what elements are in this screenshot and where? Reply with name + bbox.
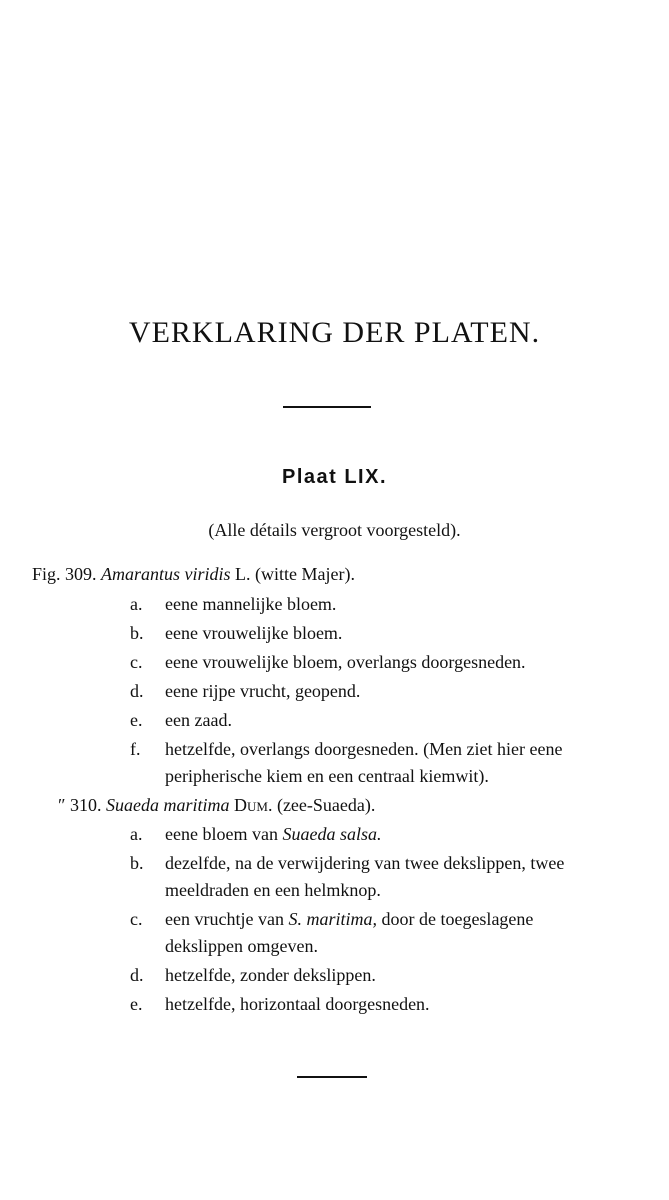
divider-bottom: [297, 1076, 367, 1078]
item-label: e.: [130, 994, 143, 1014]
item-text: hetzelfde, overlangs doorgesneden. (Men ziet hier eene: [165, 739, 563, 759]
figure-310-common-name: (zee-Suaeda).: [276, 795, 376, 815]
item-label: e.: [130, 710, 143, 730]
item-label: b.: [130, 853, 144, 873]
item-label: b.: [130, 623, 144, 643]
plate-note: (Alle détails vergroot voorgesteld).: [208, 520, 461, 540]
item-text-plain: door de toegeslagene: [381, 909, 534, 929]
item-text: hetzelfde, horizontaal doorgesneden.: [165, 994, 430, 1014]
divider-top: [283, 406, 371, 408]
item-label: d.: [130, 681, 144, 701]
item-text: hetzelfde, zonder dekslippen.: [165, 965, 376, 985]
item-text: eene vrouwelijke bloem.: [165, 623, 343, 643]
figure-310-species: Suaeda maritima: [106, 795, 230, 815]
figure-309-species: Amarantus viridis: [101, 564, 231, 584]
item-label: d.: [130, 965, 144, 985]
item-label: c.: [130, 652, 143, 672]
item-text: [165, 908, 533, 930]
item-species: Suaeda salsa.: [282, 824, 382, 844]
figure-310-prefix: ″ 310.: [58, 795, 102, 815]
item-label: c.: [130, 909, 143, 929]
item-text-plain: een vruchtje van: [165, 909, 284, 929]
figure-310-heading: [58, 794, 375, 816]
item-text: eene rijpe vrucht, geopend.: [165, 681, 361, 701]
item-text: dekslippen omgeven.: [165, 936, 318, 956]
page-title: VERKLARING DER PLATEN.: [128, 316, 541, 349]
plate-heading: Plaat LIX.: [281, 466, 388, 488]
item-text: een zaad.: [165, 710, 232, 730]
item-label: a.: [130, 594, 143, 614]
figure-309-prefix: Fig. 309.: [32, 564, 97, 584]
figure-309-author: L.: [235, 564, 251, 584]
item-label: f.: [130, 739, 141, 759]
item-text: peripherische kiem en een centraal kiemwit).: [165, 766, 489, 786]
item-species: S. maritima,: [288, 909, 377, 929]
item-text-plain: eene bloem van: [165, 824, 278, 844]
item-label: a.: [130, 824, 143, 844]
item-text: eene vrouwelijke bloem, overlangs doorgesneden.: [165, 652, 526, 672]
item-text: meeldraden en een helmknop.: [165, 880, 381, 900]
item-text: dezelfde, na de verwijdering van twee dekslippen, twee: [165, 853, 565, 873]
figure-309-common-name: (witte Majer).: [255, 564, 355, 584]
figure-310-author: Dum.: [234, 795, 273, 815]
figure-309-heading: [32, 563, 355, 585]
item-text: [165, 823, 381, 845]
item-text: eene mannelijke bloem.: [165, 594, 337, 614]
